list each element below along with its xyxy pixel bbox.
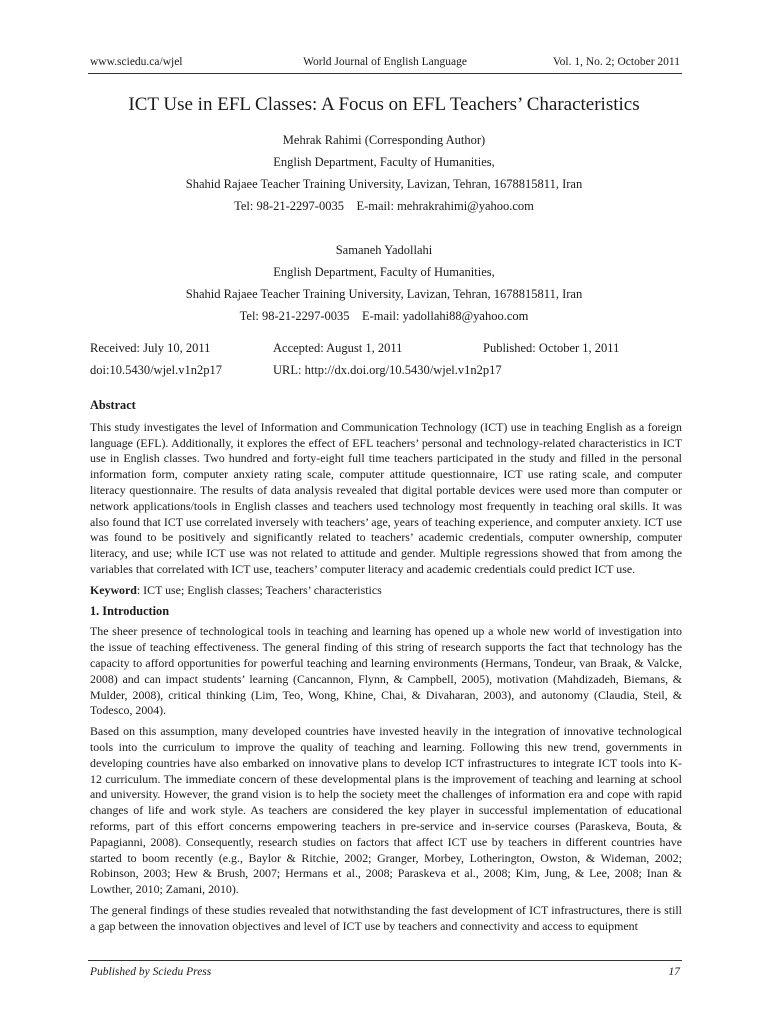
author-name: Samaneh Yadollahi <box>335 243 433 257</box>
paper-title: ICT Use in EFL Classes: A Focus on EFL Teachers’ Characteristics <box>128 94 640 115</box>
abstract-text: This study investigates the level of Information and Communication Technology (ICT) use in teaching English as a foreign language (EFL). Additionally, it explores the effect of EFL teachers’ personal and technology-related characteristics in ICT use in English classes. Two hundred and forty-eight full time teachers participated in the study and filled in the personal information form, computer anxiety rating scale, computer attitude questionnaire, ICT use rating scale, and computer literacy questionnaire. The results of data analysis revealed that digital portable devices were used more than computer or network applications/tools in English classes and teachers used technology most frequently in teaching oral skills. It was also found that ICT use correlated inversely with teachers’ age, years of teaching experience, and computer anxiety. ICT use was found to be positively and significantly related to teachers’ academic credentials, computer ownership, computer literacy, and use; while ICT use was not related to attitude and gender. Multiple regressions showed that from among the variables that correlated with ICT use, teachers’ computer literacy and academic credentials could predict ICT use. <box>90 419 682 576</box>
intro-paragraph: Based on this assumption, many developed countries have invested heavily in the integration of innovative technological tools into the curriculum to improve the quality of teaching and learning. Following this new trend, governments in developing countries have also embarked on innovative plans to develop ICT infrastructures to integrate ICT tools into K-12 curriculum. The immediate concern of these developmental plans is the improvement of teaching and learning at school and university. However, the grand vision is to help the society meet the challenges of information era and cope with rapid changes of life and work style. As teachers are considered the key player in successful implementation of educational reforms, part of this effort concerns empowering teachers in pre-service and in-service courses (Paraskeva, Bouta, & Papagianni, 2008). Consequently, research studies on factors that affect ICT use by teachers in different countries have started to boom recently (e.g., Baylor & Ritchie, 2002; Granger, Morbey, Lotherington, Owston, & Wideman, 2002; Robinson, 2003; Hew & Brush, 2007; Hermans et al., 2008; Paraskeva et al., 2008; Kim, Jung, & Lee, 2008; Inan & Lowther, 2010; Zamani, 2010). <box>90 724 682 897</box>
keyword-label: Keyword <box>90 582 137 597</box>
received-date: Received: July 10, 2011 <box>90 341 211 355</box>
intro-paragraph: The sheer presence of technological tools in teaching and learning has opened up a whole new world of investigation into the issue of teaching effectiveness. The general finding of this string of research supports the fact that technology has the capacity to afford opportunities for powerful teaching and learning environments (Hermans, Tondeur, van Braak, & Valcke, 2008) and can impact students’ learning (Cancannon, Flynn, & Campbell, 2005), motivation (Mahdizadeh, Biemans, & Mulder, 2008), critical thinking (Lim, Teo, Wong, Khine, Chai, & Divaharan, 2003), and autonomy (Claudia, Steil, & Todesco, 2004). <box>90 624 682 718</box>
header-divider <box>88 73 682 74</box>
journal-url: www.sciedu.ca/wjel <box>90 56 183 68</box>
footer-divider <box>88 960 682 961</box>
author-name: Mehrak Rahimi (Corresponding Author) <box>282 133 486 147</box>
intro-paragraph: The general findings of these studies revealed that notwithstanding the fast development of ICT infrastructures, there is still a gap between the innovation objectives and level of ICT use by teachers and connectivity and access to equipment <box>90 902 682 933</box>
publication-info <box>90 337 682 381</box>
page-number: 17 <box>668 966 680 978</box>
author-affiliation: Shahid Rajaee Teacher Training University, Lavizan, Tehran, 1678815811, Iran <box>185 177 583 191</box>
issue-info: Vol. 1, No. 2; October 2011 <box>552 56 680 68</box>
published-date: Published: October 1, 2011 <box>483 341 620 355</box>
author-affiliation: Shahid Rajaee Teacher Training University, Lavizan, Tehran, 1678815811, Iran <box>185 287 583 301</box>
author-department: English Department, Faculty of Humanities, <box>273 265 495 279</box>
author-contact: Tel: 98-21-2297-0035 E-mail: yadollahi88@yahoo.com <box>239 309 529 323</box>
running-header <box>90 56 680 72</box>
keyword-list: : ICT use; English classes; Teachers’ characteristics <box>136 582 382 597</box>
page-footer <box>90 966 680 982</box>
author-contact: Tel: 98-21-2297-0035 E-mail: mehrakrahimi@yahoo.com <box>234 199 534 213</box>
doi-url-link[interactable]: URL: http://dx.doi.org/10.5430/wjel.v1n2p17 <box>273 363 502 377</box>
author-block <box>60 129 708 327</box>
keywords <box>90 583 682 599</box>
doi: doi:10.5430/wjel.v1n2p17 <box>90 363 222 377</box>
abstract-heading: Abstract <box>90 398 136 412</box>
author-department: English Department, Faculty of Humanities, <box>273 155 495 169</box>
journal-name: World Journal of English Language <box>303 56 467 68</box>
accepted-date: Accepted: August 1, 2011 <box>273 341 403 355</box>
section-heading-introduction: 1. Introduction <box>90 603 170 618</box>
publisher: Published by Sciedu Press <box>90 966 212 978</box>
body-text <box>90 398 682 940</box>
